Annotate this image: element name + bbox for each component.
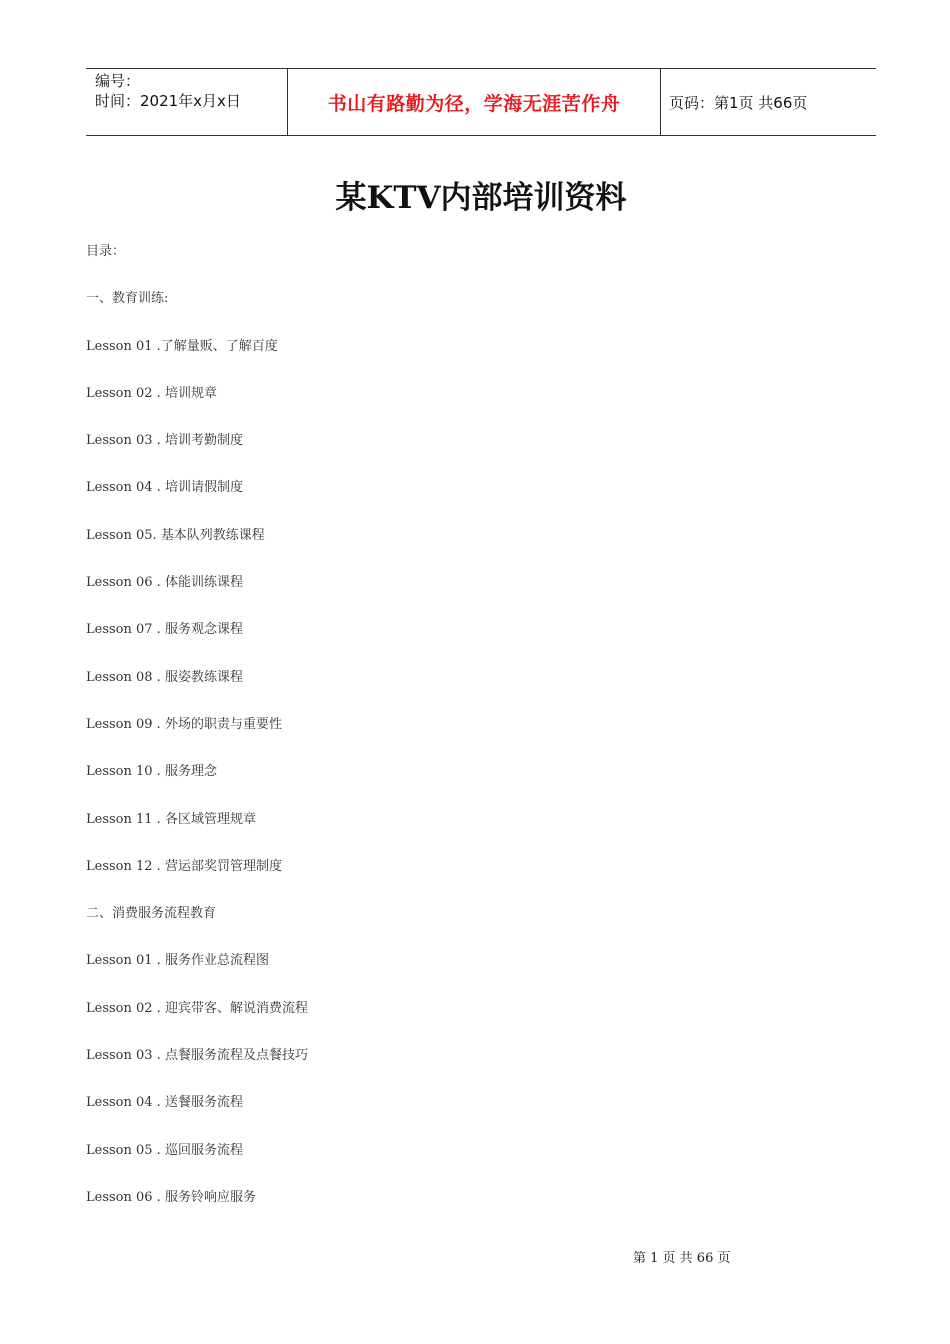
toc-item: Lesson 05. 基本队列教练课程 bbox=[86, 527, 265, 543]
toc-item: Lesson 04 . 培训请假制度 bbox=[86, 480, 243, 496]
toc-item: Lesson 02 . 培训规章 bbox=[86, 385, 217, 401]
page-header bbox=[86, 68, 876, 136]
page-footer: 第 1 页 共 66 页 bbox=[633, 1251, 731, 1266]
document-number-label: 编号： bbox=[95, 72, 141, 90]
toc-item: Lesson 09 . 外场的职责与重要性 bbox=[86, 716, 282, 732]
toc-section-heading: 一、教育训练: bbox=[86, 291, 169, 307]
toc-item: Lesson 04 . 送餐服务流程 bbox=[86, 1095, 243, 1111]
toc-item: Lesson 02 . 迎宾带客、解说消费流程 bbox=[86, 1000, 308, 1016]
toc-item: Lesson 01 .了解量贩、了解百度 bbox=[86, 338, 278, 354]
table-of-contents bbox=[86, 243, 308, 1236]
toc-heading: 目录： bbox=[86, 244, 126, 259]
toc-item: Lesson 03 . 培训考勤制度 bbox=[86, 433, 243, 449]
header-motto: 书山有路勤为径，学海无涯苦作舟 bbox=[288, 69, 661, 135]
toc-item: Lesson 06 . 服务铃响应服务 bbox=[86, 1189, 256, 1205]
toc-item: Lesson 11 . 各区域管理规章 bbox=[86, 811, 256, 827]
toc-item: Lesson 10 . 服务理念 bbox=[86, 764, 217, 780]
toc-item: Lesson 08 . 服姿教练课程 bbox=[86, 669, 243, 685]
toc-item: Lesson 06 . 体能训练课程 bbox=[86, 575, 243, 591]
toc-item: Lesson 07 . 服务观念课程 bbox=[86, 622, 243, 638]
header-page-number: 页码：第1页 共66页 bbox=[669, 93, 808, 112]
toc-item: Lesson 01 . 服务作业总流程图 bbox=[86, 953, 269, 969]
document-time-label: 时间：2021年x月x日 bbox=[95, 92, 241, 110]
toc-item: Lesson 05 . 巡回服务流程 bbox=[86, 1142, 243, 1158]
toc-item: Lesson 12 . 营运部奖罚管理制度 bbox=[86, 858, 282, 874]
toc-item: Lesson 03 . 点餐服务流程及点餐技巧 bbox=[86, 1048, 308, 1064]
toc-section-heading: 二、消费服务流程教育 bbox=[86, 906, 217, 922]
document-title: 某KTV内部培训资料 bbox=[335, 180, 627, 216]
header-meta-cell bbox=[86, 69, 288, 135]
